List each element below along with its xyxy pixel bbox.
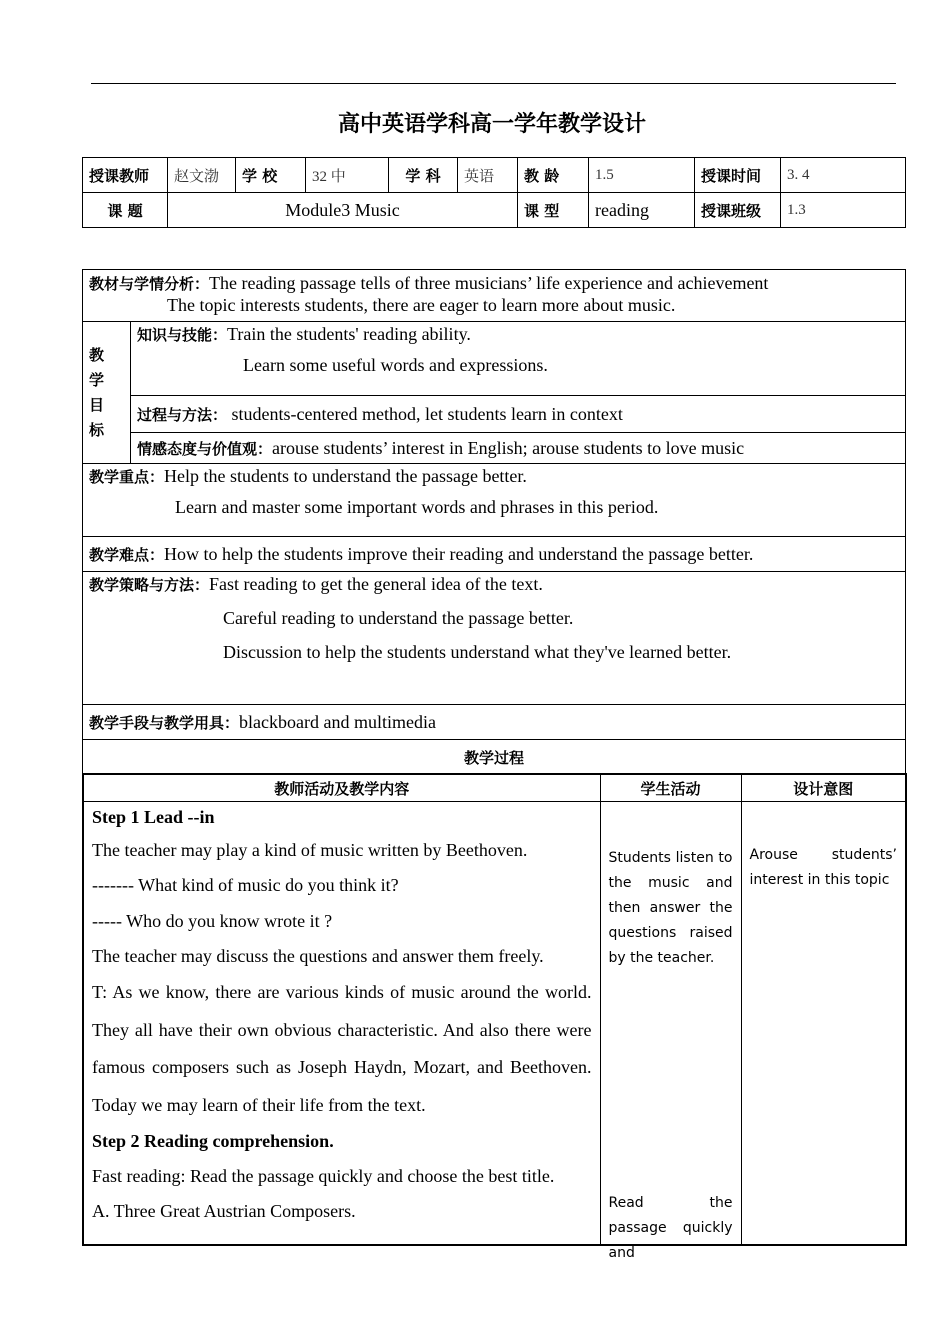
teacher-activity-cell xyxy=(83,802,600,1246)
class-label: 授课班级 xyxy=(695,193,781,228)
strategy-line1: Fast reading to get the general idea of the text. xyxy=(209,574,543,594)
difficulty-label: 教学难点： xyxy=(89,545,165,564)
header-teacher-activity: 教师活动及教学内容 xyxy=(83,774,600,802)
header-student-activity: 学生活动 xyxy=(600,774,741,802)
para-6: Fast reading: Read the passage quickly and choose the best title. xyxy=(92,1166,555,1186)
goals-label-cell xyxy=(83,322,131,464)
para-5: T: As we know, there are various kinds of music around the world. They all have their own obvious characteristic. And also there were famous composers such as Joseph Haydn, Mozart, and Beethoven. Today we may learn of their life from the text. xyxy=(92,982,592,1115)
difficulty-text: How to help the students improve their reading and understand the passage better. xyxy=(164,543,754,564)
difficulty-cell xyxy=(83,537,906,572)
header-rule xyxy=(91,83,896,84)
analysis-line1: The reading passage tells of three musicians’ life experience and achievement xyxy=(209,273,769,293)
analysis-label: 教材与学情分析： xyxy=(89,275,210,293)
age-value: 1.5 xyxy=(589,158,695,193)
process-heading: 教学过程 xyxy=(83,740,906,775)
design-table xyxy=(82,269,906,775)
school-label: 学 校 xyxy=(236,158,306,193)
para-3: ----- Who do you know wrote it ? xyxy=(92,911,333,931)
step1-title: Step 1 Lead --in xyxy=(92,807,215,827)
student-activity-1: Students listen to the music and then answer the questions raised by the teacher. xyxy=(608,850,733,966)
design-intent-cell xyxy=(741,802,906,1246)
subject-label: 学 科 xyxy=(389,158,458,193)
age-label: 教 龄 xyxy=(518,158,589,193)
para-7: A. Three Great Austrian Composers. xyxy=(92,1201,356,1221)
strategy-label: 教学策略与方法： xyxy=(89,576,210,594)
emotion-cell xyxy=(131,433,906,464)
teacher-value: 赵文渤 xyxy=(168,158,236,193)
topic-label: 课 题 xyxy=(83,193,168,228)
teacher-label: 授课教师 xyxy=(83,158,168,193)
goals-label: 教 学 目 标 xyxy=(89,345,105,439)
process-table xyxy=(82,773,907,1261)
tools-label: 教学手段与教学用具： xyxy=(89,713,240,732)
design-intent-1: Arouse students’ interest in this topic xyxy=(749,847,897,888)
time-value: 3. 4 xyxy=(781,158,906,193)
key-points-line2: Learn and master some important words and phrases in this period. xyxy=(175,497,659,517)
class-value: 1.3 xyxy=(781,193,906,228)
knowledge-label: 知识与技能： xyxy=(137,326,228,344)
subject-value: 英语 xyxy=(458,158,518,193)
header-design-intent: 设计意图 xyxy=(741,774,906,802)
school-value: 32 中 xyxy=(306,158,389,193)
analysis-line2: The topic interests students, there are eager to learn more about music. xyxy=(167,295,676,315)
student-activity-2: Read the passage quickly and xyxy=(608,1195,733,1261)
analysis-cell xyxy=(83,270,906,322)
type-value: reading xyxy=(589,193,695,228)
step2-title: Step 2 Reading comprehension. xyxy=(92,1131,334,1151)
key-points-label: 教学重点： xyxy=(89,468,165,486)
emotion-label: 情感态度与价值观： xyxy=(137,439,273,458)
knowledge-cell xyxy=(131,322,906,396)
knowledge-line2: Learn some useful words and expressions. xyxy=(243,355,548,375)
page-title: 高中英语学科高一学年教学设计 xyxy=(337,112,646,137)
info-table xyxy=(82,157,906,228)
para-2: ------- What kind of music do you think it? xyxy=(92,875,399,895)
emotion-text: arouse students’ interest in English; arouse students to love music xyxy=(272,437,745,458)
para-4: The teacher may discuss the questions and answer them freely. xyxy=(92,946,544,966)
student-activity-cell xyxy=(600,802,741,1261)
process-text: students-centered method, let students learn in context xyxy=(227,403,623,424)
topic-value: Module3 Music xyxy=(168,193,518,228)
process-label: 过程与方法： xyxy=(137,405,228,424)
key-points-cell xyxy=(83,464,906,537)
strategy-line3: Discussion to help the students understand what they've learned better. xyxy=(223,642,732,662)
process-cell xyxy=(131,396,906,433)
strategy-line2: Careful reading to understand the passage better. xyxy=(223,608,574,628)
key-points-line1: Help the students to understand the passage better. xyxy=(164,466,527,486)
knowledge-line1: Train the students' reading ability. xyxy=(227,324,471,344)
para-1: The teacher may play a kind of music written by Beethoven. xyxy=(92,840,528,860)
tools-text: blackboard and multimedia xyxy=(239,711,436,732)
time-label: 授课时间 xyxy=(695,158,781,193)
tools-cell xyxy=(83,705,906,740)
type-label: 课 型 xyxy=(518,193,589,228)
strategy-cell xyxy=(83,572,906,705)
